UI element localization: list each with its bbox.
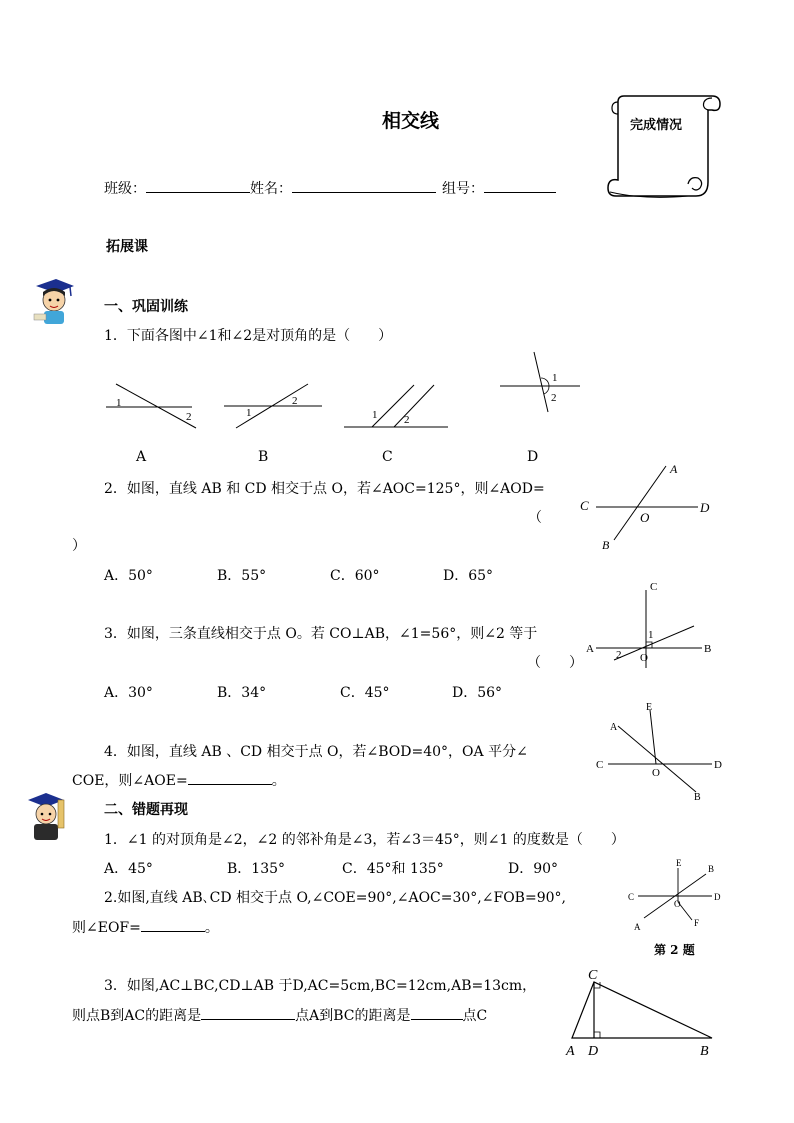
- q1d-angle-1: 1: [552, 372, 558, 384]
- q3-choice-a[interactable]: A．30°: [104, 685, 153, 701]
- q3-label-2: 2: [616, 649, 622, 661]
- q1c-angle-2: 2: [404, 414, 410, 426]
- class-label: 班级：: [104, 181, 146, 197]
- s2-q3-text-c: 点C: [462, 1008, 488, 1024]
- q1-figure-b: [222, 380, 326, 434]
- q1-figure-d: [498, 350, 588, 416]
- info-line: [104, 178, 556, 198]
- q3-choice-b[interactable]: B．34°: [217, 685, 267, 701]
- s2-q2-label-a: A: [634, 922, 641, 932]
- q3-paren: （ ）: [527, 655, 583, 671]
- q1-option-c[interactable]: C: [382, 449, 393, 465]
- s2-q2-label-o: O: [674, 899, 681, 909]
- s2-q3-text-a: 则点B到AC的距离是: [72, 1008, 202, 1024]
- scroll-icon: [604, 92, 724, 204]
- s2-q3-blank-1[interactable]: [201, 1005, 295, 1020]
- q3-text: 3．如图，三条直线相交于点 O。若 CO⊥AB，∠1=56°，则∠2 等于: [104, 626, 538, 642]
- q1b-angle-1: 1: [246, 407, 252, 419]
- q1-text: 1．下面各图中∠1和∠2是对顶角的是（ ）: [104, 328, 393, 344]
- s2-q1-choice-c[interactable]: C．45°和 135°: [342, 861, 444, 877]
- q4-label-b: B: [694, 792, 701, 803]
- q3-label-b: B: [704, 643, 712, 655]
- s2-q2-label-c: C: [628, 892, 635, 902]
- completion-status-label: 完成情况: [630, 118, 683, 133]
- s2-q2-text-line1: 2.如图,直线 AB､CD 相交于点 O,∠COE=90°,∠AOC=30°,∠FOB=90°,: [104, 890, 566, 906]
- s2-q3-label-d: D: [588, 1044, 599, 1059]
- q4-label-d: D: [714, 759, 722, 771]
- subtitle: 拓展课: [106, 239, 148, 255]
- q1a-angle-2: 2: [186, 411, 192, 423]
- s2-q3-text-b: 点A到BC的距离是: [295, 1008, 411, 1024]
- q1-option-a[interactable]: A: [136, 449, 147, 465]
- class-blank[interactable]: [146, 178, 250, 193]
- q1-figure-a: [104, 380, 204, 434]
- q1d-angle-2: 2: [551, 392, 557, 404]
- q2-label-b: B: [602, 538, 610, 552]
- s2-q2-figure: [624, 856, 724, 936]
- q2-choice-d[interactable]: D．65°: [443, 568, 494, 584]
- q3-choice-d[interactable]: D．56°: [452, 685, 503, 701]
- s2-q2-text-end: 。: [204, 920, 219, 936]
- s2-q3-label-a: A: [566, 1044, 575, 1059]
- q2-choice-a[interactable]: A．50°: [104, 568, 153, 584]
- q1-figure-c: [342, 380, 452, 434]
- q3-figure: [584, 578, 718, 672]
- q4-figure: [594, 700, 726, 804]
- q3-choice-c[interactable]: C．45°: [340, 685, 390, 701]
- q2-choice-b[interactable]: B．55°: [217, 568, 267, 584]
- q4-label-c: C: [596, 759, 604, 771]
- s2-q3-label-b: B: [700, 1044, 709, 1059]
- group-blank[interactable]: [484, 178, 556, 193]
- q4-text-line1: 4．如图，直线 AB 、CD 相交于点 O，若∠BOD=40°，OA 平分∠: [104, 744, 528, 760]
- student-avatar-icon: [30, 276, 76, 326]
- q1c-angle-1: 1: [372, 409, 378, 421]
- s2-q2-text-prefix: 则∠EOF=: [72, 920, 141, 936]
- q4-label-e: E: [646, 702, 653, 713]
- q4-answer-blank[interactable]: [188, 770, 272, 785]
- s2-q3-text-line2: [72, 1005, 487, 1025]
- q2-paren-close: ）: [72, 538, 86, 554]
- q2-paren-open: （: [528, 510, 542, 526]
- q3-label-c: C: [650, 581, 658, 593]
- q2-label-a: A: [670, 462, 678, 476]
- q1b-angle-2: 2: [292, 395, 298, 407]
- s2-q1-text: 1．∠1 的对顶角是∠2，∠2 的邻补角是∠3，若∠3＝45°，则∠1 的度数是（ ）: [104, 832, 625, 848]
- s2-q1-choice-b[interactable]: B．135°: [227, 861, 286, 877]
- name-label: 姓名：: [250, 181, 292, 197]
- q1a-angle-1: 1: [116, 397, 122, 409]
- q3-label-a: A: [586, 643, 594, 655]
- name-blank[interactable]: [292, 178, 436, 193]
- q2-label-c: C: [580, 498, 589, 513]
- group-label: 组号：: [442, 181, 484, 197]
- s2-q3-label-c: C: [588, 968, 598, 983]
- q4-text-end: 。: [271, 773, 286, 789]
- q2-label-d: D: [700, 500, 710, 515]
- s2-q3-blank-2[interactable]: [411, 1005, 463, 1020]
- section1-heading: 一、巩固训练: [104, 299, 188, 315]
- q1-option-d[interactable]: D: [527, 449, 539, 465]
- q4-label-o: O: [652, 767, 660, 779]
- q2-choice-c[interactable]: C．60°: [330, 568, 380, 584]
- teacher-avatar-icon: [24, 790, 70, 844]
- q4-text-prefix: COE，则∠AOE=: [72, 773, 188, 789]
- s2-q2-text-line2: [72, 917, 219, 937]
- q2-text: 2．如图，直线 AB 和 CD 相交于点 O，若∠AOC=125°，则∠AOD=: [104, 481, 545, 497]
- q4-text-line2: [72, 770, 286, 790]
- section2-heading: 二、错题再现: [104, 802, 188, 818]
- s2-q2-label-b: B: [708, 864, 715, 874]
- page-title: 相交线: [382, 110, 440, 132]
- q3-label-o: O: [640, 652, 648, 664]
- s2-q2-label-f: F: [694, 918, 700, 928]
- q4-label-a: A: [610, 722, 618, 733]
- s2-q2-label-e: E: [676, 858, 682, 868]
- s2-q2-caption: 第 2 题: [654, 943, 695, 957]
- q2-figure: [576, 460, 718, 554]
- s2-q3-triangle-figure: [562, 966, 722, 1062]
- s2-q1-choice-d[interactable]: D．90°: [508, 861, 559, 877]
- s2-q2-answer-blank[interactable]: [141, 917, 205, 932]
- s2-q3-text-line1: 3．如图,AC⊥BC,CD⊥AB 于D,AC=5cm,BC=12cm,AB=13cm，: [104, 978, 537, 994]
- q2-label-o: O: [640, 510, 650, 525]
- s2-q1-choice-a[interactable]: A．45°: [104, 861, 153, 877]
- q3-label-1: 1: [648, 629, 654, 641]
- s2-q2-label-d: D: [714, 892, 721, 902]
- q1-option-b[interactable]: B: [258, 449, 269, 465]
